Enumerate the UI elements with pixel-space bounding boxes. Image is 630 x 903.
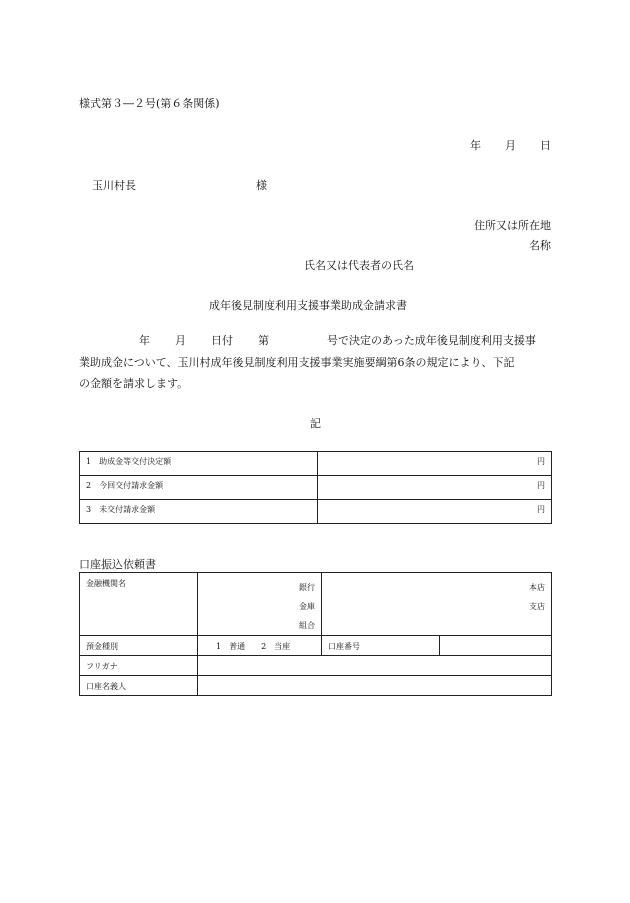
deposit-type-options: 1 普通 2 当座 — [198, 636, 322, 656]
body-line2: 業助成金について、玉川村成年後見制度利用支援事業実施要綱第6条の規定により、下記 — [79, 356, 515, 369]
bank-table — [79, 572, 552, 696]
ki-heading: 記 — [310, 417, 321, 430]
date-day: 日 — [540, 139, 551, 152]
form-number: 様式第３―２号(第６条関係) — [79, 97, 220, 110]
amount-label: 2 今回交付請求金額 — [80, 476, 318, 500]
account-number-label: 口座番号 — [322, 636, 440, 656]
date-month: 月 — [505, 139, 516, 152]
body-month: 月 — [175, 334, 186, 347]
amount-row — [80, 500, 552, 524]
amount-value-cell: 円 — [318, 452, 552, 476]
branch-types-cell — [322, 573, 552, 636]
document-title: 成年後見制度利用支援事業助成金請求書 — [209, 299, 407, 312]
body-day: 日付 — [211, 334, 233, 347]
branch-type-branch: 支店 — [529, 602, 545, 611]
amount-row — [80, 476, 552, 500]
furigana-row — [80, 656, 552, 676]
date-year: 年 — [470, 139, 481, 152]
body-year: 年 — [139, 334, 150, 347]
holder-value — [198, 676, 552, 696]
amount-table — [79, 451, 552, 524]
deposit-row — [80, 636, 552, 656]
institution-type-bank: 銀行 — [299, 583, 315, 592]
furigana-value — [198, 656, 552, 676]
account-number-value — [440, 636, 552, 656]
holder-label: 口座名義人 — [80, 676, 198, 696]
institution-type-kumiai: 組合 — [299, 621, 315, 630]
addressee-name: 玉川村長 — [92, 179, 136, 192]
institution-label: 金融機関名 — [80, 573, 198, 636]
furigana-label: フリガナ — [80, 656, 198, 676]
body-line3: の金額を請求します。 — [79, 377, 189, 390]
branch-type-main: 本店 — [529, 583, 545, 592]
addressee-honorific: 様 — [256, 179, 267, 192]
amount-row — [80, 452, 552, 476]
body-number-prefix: 第 — [258, 334, 269, 347]
amount-value-cell: 円 — [318, 476, 552, 500]
institution-row — [80, 573, 552, 636]
institution-types-cell — [198, 573, 322, 636]
amount-label: 1 助成金等交付決定額 — [80, 452, 318, 476]
representative-label: 氏名又は代表者の氏名 — [304, 259, 414, 272]
amount-value-cell: 円 — [318, 500, 552, 524]
holder-row — [80, 676, 552, 696]
address-label: 住所又は所在地 — [474, 219, 551, 232]
bank-section-heading: 口座振込依頼書 — [79, 558, 156, 571]
body-line1-rest: 号で決定のあった成年後見制度利用支援事 — [327, 334, 536, 347]
institution-type-shinkin: 金庫 — [299, 602, 315, 611]
name-label: 名称 — [529, 239, 551, 252]
amount-label: 3 未交付請求金額 — [80, 500, 318, 524]
deposit-type-label: 預金種別 — [80, 636, 198, 656]
